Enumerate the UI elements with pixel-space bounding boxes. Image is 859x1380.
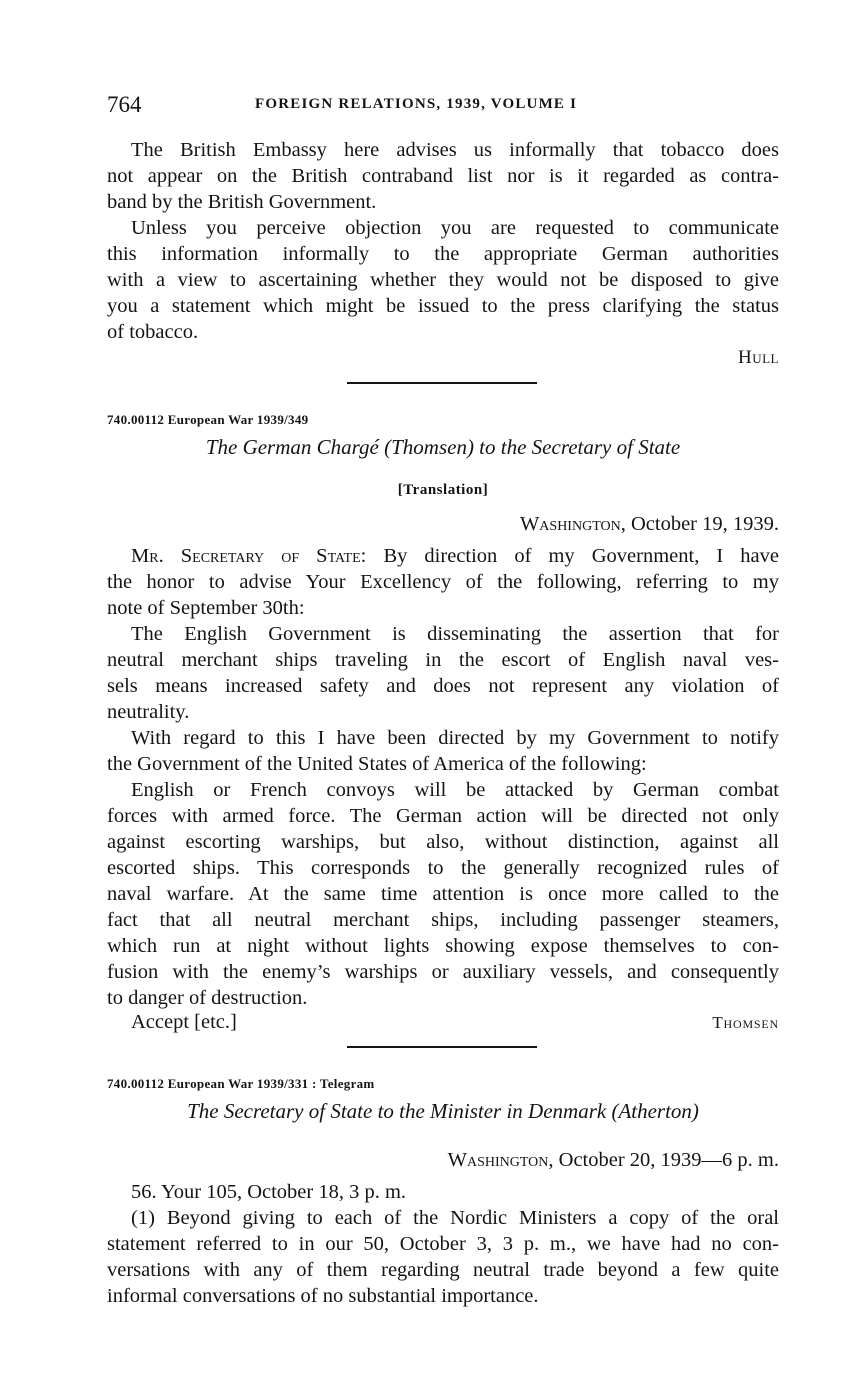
text-line: The British Embassy here advises us informally that tobacco does bbox=[131, 139, 779, 161]
doc1-paragraph-2 bbox=[107, 215, 779, 345]
doc1-signature: Hull bbox=[738, 347, 779, 368]
text-line: statement referred to in our 50, October 3, 3 p. m., we have had no con- bbox=[107, 1233, 779, 1255]
dateline-place: Washington bbox=[519, 513, 621, 535]
text-line: this information informally to the appropriate German authorities bbox=[107, 243, 779, 265]
doc2-file-reference: 740.00112 European War 1939/349 bbox=[107, 412, 309, 427]
dateline-date: , October 19, 1939. bbox=[620, 513, 779, 535]
text-line: to danger of destruction. bbox=[107, 987, 308, 1009]
text-line: note of September 30th: bbox=[107, 597, 305, 619]
text-line: not appear on the British contraband list nor is it regarded as contra- bbox=[107, 165, 779, 187]
text-line: the honor to advise Your Excellency of the following, referring to my bbox=[107, 571, 779, 593]
doc3-dateline bbox=[448, 1149, 779, 1172]
text-line: forces with armed force. The German action will be directed not only bbox=[107, 805, 779, 827]
text-line: English or French convoys will be attacked by German combat bbox=[131, 779, 779, 801]
doc2-translation-note: [Translation] bbox=[397, 482, 489, 498]
section-divider bbox=[347, 1046, 537, 1048]
page-number: 764 bbox=[107, 92, 142, 117]
text-line: Unless you perceive objection you are requested to communicate bbox=[131, 217, 779, 239]
text-line: with a view to ascertaining whether they would not be disposed to give bbox=[107, 269, 779, 291]
text-line bbox=[107, 543, 779, 569]
text-line: fact that all neutral merchant ships, including passenger steamers, bbox=[107, 909, 779, 931]
salutation-continuation: By direction of my Government, I have bbox=[366, 545, 779, 567]
doc2-paragraph-2 bbox=[107, 621, 779, 725]
doc2-title: The German Chargé (Thomsen) to the Secretary of State bbox=[205, 435, 681, 459]
running-head: FOREIGN RELATIONS, 1939, VOLUME I bbox=[255, 96, 578, 112]
doc2-paragraph-1 bbox=[107, 543, 779, 621]
section-divider bbox=[347, 382, 537, 384]
text-line: of tobacco. bbox=[107, 321, 199, 343]
doc3-title: The Secretary of State to the Minister in Denmark (Atherton) bbox=[187, 1099, 699, 1123]
text-line: neutrality. bbox=[107, 701, 190, 723]
text-line: The English Government is disseminating the assertion that for bbox=[131, 623, 779, 645]
doc3-file-reference: 740.00112 European War 1939/331 : Telegram bbox=[107, 1076, 375, 1091]
text-line: neutral merchant ships traveling in the escort of English naval ves- bbox=[107, 649, 779, 671]
doc2-signature: Thomsen bbox=[712, 1013, 779, 1032]
dateline-date: , October 20, 1939—6 p. m. bbox=[548, 1149, 779, 1171]
text-line: (1) Beyond giving to each of the Nordic Ministers a copy of the oral bbox=[131, 1207, 779, 1229]
doc2-dateline bbox=[520, 513, 779, 536]
text-line: sels means increased safety and does not represent any violation of bbox=[107, 675, 779, 697]
doc3-paragraph-2 bbox=[107, 1205, 779, 1309]
text-line: which run at night without lights showing expose themselves to con- bbox=[107, 935, 779, 957]
text-line: escorted ships. This corresponds to the generally recognized rules of bbox=[107, 857, 779, 879]
text-line: fusion with the enemy’s warships or auxiliary vessels, and consequently bbox=[107, 961, 779, 983]
text-line: the Government of the United States of America of the following: bbox=[107, 753, 647, 775]
text-line: 56. Your 105, October 18, 3 p. m. bbox=[131, 1181, 407, 1203]
dateline-place: Washington bbox=[447, 1149, 549, 1171]
text-line: band by the British Government. bbox=[107, 191, 377, 213]
page-header bbox=[107, 92, 779, 118]
salutation: Mr. Secretary of State: bbox=[131, 545, 367, 567]
closing-text: Accept [etc.] bbox=[131, 1011, 237, 1033]
doc2-paragraph-3 bbox=[107, 725, 779, 777]
text-line: versations with any of them regarding neutral trade beyond a few quite bbox=[107, 1259, 779, 1281]
doc2-paragraph-4 bbox=[107, 777, 779, 1011]
text-line: you a statement which might be issued to the press clarifying the status bbox=[107, 295, 779, 317]
doc3-paragraph-1 bbox=[107, 1179, 779, 1205]
text-line: naval warfare. At the same time attention is once more called to the bbox=[107, 883, 779, 905]
doc1-paragraph-1 bbox=[107, 137, 779, 215]
text-line: informal conversations of no substantial importance. bbox=[107, 1285, 539, 1307]
text-line: against escorting warships, but also, without distinction, against all bbox=[107, 831, 779, 853]
text-line: With regard to this I have been directed by my Government to notify bbox=[131, 727, 779, 749]
